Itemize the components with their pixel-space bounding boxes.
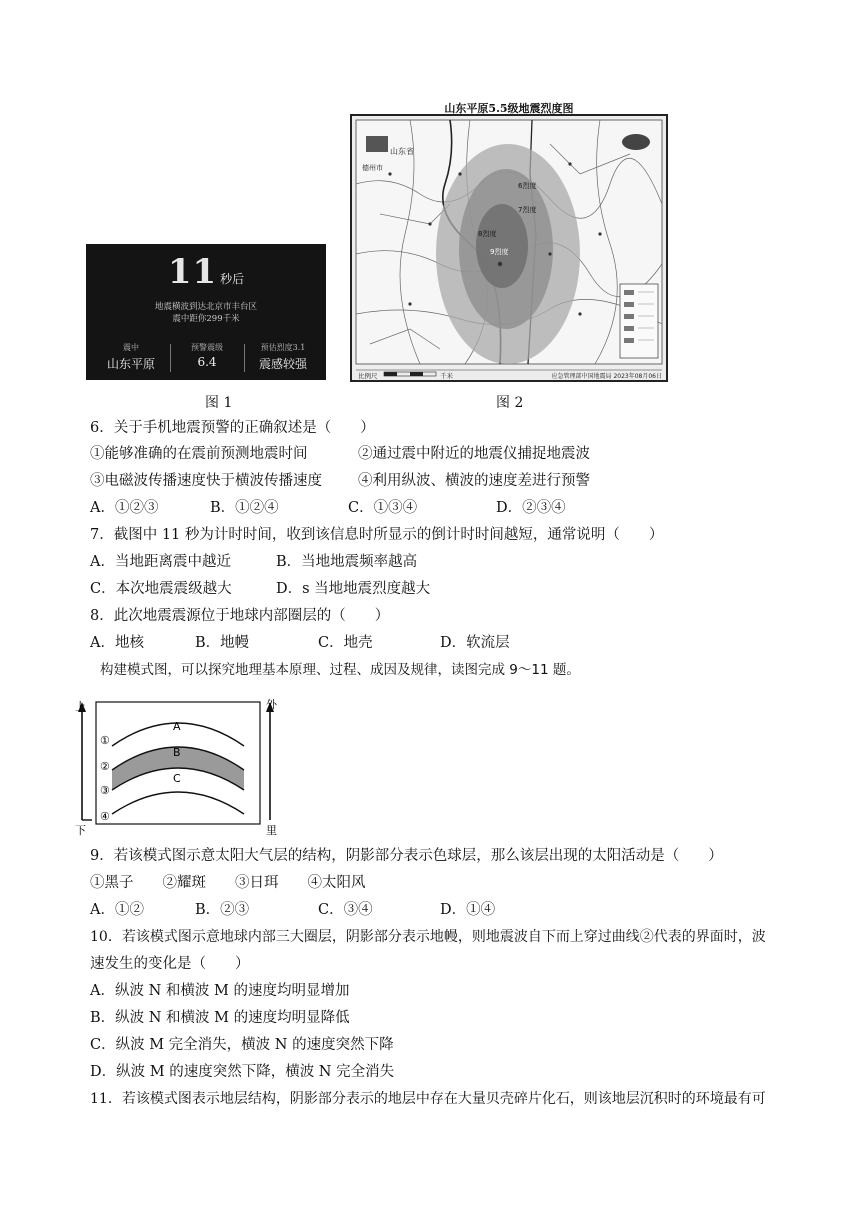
warning-line-1: 地震横波到达北京市丰台区 xyxy=(154,302,257,312)
countdown-number: 11 xyxy=(167,252,218,292)
warning-line-2: 震中距你299千米 xyxy=(172,314,240,324)
intensity-7-label: 7烈度 xyxy=(518,206,537,214)
column-divider xyxy=(244,344,245,372)
q6-option-d: D．②③④ xyxy=(496,500,566,516)
km-label: 千米 xyxy=(440,372,453,380)
countdown-unit: 秒后 xyxy=(220,272,245,286)
q8-option-c: C．地壳 xyxy=(318,635,373,651)
intensity-8-label: 8烈度 xyxy=(478,230,497,238)
curve-1-label: ① xyxy=(100,734,110,747)
outer-label: 外 xyxy=(266,698,277,711)
column-divider xyxy=(170,344,171,372)
magnitude-column xyxy=(172,342,242,369)
map-footer: 应急管理部中国地震局 2023年08月06日 xyxy=(551,373,662,380)
magnitude-key: 预警震级 xyxy=(191,343,223,352)
province-label: 山东省 xyxy=(390,147,414,156)
scale-label: 比例尺 xyxy=(358,372,378,380)
intensity-column xyxy=(248,342,318,372)
q8-option-b: B．地幔 xyxy=(195,635,250,651)
q6-statement-3: ③电磁波传播速度快于横波传播速度 xyxy=(90,473,322,489)
q8-option-d: D．软流层 xyxy=(440,635,510,651)
inner-label: 里 xyxy=(266,824,277,836)
q10-option-a: A．纵波 N 和横波 M 的速度均明显增加 xyxy=(90,983,350,999)
up-label: 上 xyxy=(75,700,86,713)
earthquake-warning-screen xyxy=(86,244,326,380)
layer-a-label: A xyxy=(173,720,181,733)
curve-2-label: ② xyxy=(100,760,110,773)
map-title: 山东平原5.5级地震烈度图 xyxy=(444,102,574,115)
q7-option-a: A．当地距离震中越近 xyxy=(90,554,231,570)
layer-c-label: C xyxy=(173,772,181,785)
intensity-value: 震感较强 xyxy=(258,357,307,371)
q7-option-b: B．当地地震频率越高 xyxy=(276,554,418,570)
q9-option-b: B．②③ xyxy=(195,902,250,918)
q9-stem: 9．若该模式图示意太阳大气层的结构，阴影部分表示色球层，那么该层出现的太阳活动是（ ） xyxy=(90,848,723,864)
q6-option-b: B．①②④ xyxy=(210,500,279,516)
epicenter-value: 山东平原 xyxy=(106,357,155,371)
q6-statement-2: ②通过震中附近的地震仪捕捉地震波 xyxy=(358,446,590,462)
intensity-9-label: 9烈度 xyxy=(490,248,509,256)
curve-4-label: ④ xyxy=(100,810,110,823)
q10-option-c: C．纵波 M 完全消失，横波 N 的速度突然下降 xyxy=(90,1037,394,1053)
intensity-map xyxy=(350,114,668,382)
down-label: 下 xyxy=(75,824,86,836)
q10-option-b: B．纵波 N 和横波 M 的速度均明显降低 xyxy=(90,1010,350,1026)
q10-stem-line1: 10．若该模式图示意地球内部三大圈层，阴影部分表示地幔，则地震波自下而上穿过曲线②代表的界面时，波 xyxy=(90,929,766,945)
q9-statements: ①黑子 ②耀斑 ③日珥 ④太阳风 xyxy=(90,875,366,891)
q6-statement-1: ①能够准确的在震前预测地震时间 xyxy=(90,446,308,462)
q9-option-a: A．①② xyxy=(90,902,144,918)
q7-stem: 7．截图中 11 秒为计时时间，收到该信息时所显示的倒计时时间越短，通常说明（ ） xyxy=(90,527,664,543)
q9-option-d: D．①④ xyxy=(440,902,496,918)
q8-stem: 8．此次地震震源位于地球内部圈层的（ ） xyxy=(90,608,390,624)
magnitude-value: 6.4 xyxy=(197,355,217,369)
q6-option-c: C．①③④ xyxy=(348,500,418,516)
figure1-caption: 图 1 xyxy=(205,395,233,411)
q7-option-c: C．本次地震震级越大 xyxy=(90,581,232,597)
city-label: 德州市 xyxy=(362,164,383,172)
section-intro: 构建模式图，可以探究地理基本原理、过程、成因及规律，读图完成 9～11 题。 xyxy=(100,662,580,678)
q8-option-a: A．地核 xyxy=(90,635,144,651)
curve-3-label: ③ xyxy=(100,784,110,797)
intensity-map-figure xyxy=(350,100,668,382)
epicenter-key: 震中 xyxy=(123,343,139,352)
q6-statement-4: ④利用纵波、横波的速度差进行预警 xyxy=(358,473,590,489)
intensity-6-label: 6烈度 xyxy=(518,182,537,190)
q6-stem: 6．关于手机地震预警的正确叙述是（ ） xyxy=(90,420,375,436)
countdown xyxy=(86,252,326,292)
layer-model-diagram xyxy=(72,696,286,836)
epicenter-column xyxy=(96,342,166,372)
q10-stem-line2: 速发生的变化是（ ） xyxy=(90,956,250,972)
q9-option-c: C．③④ xyxy=(318,902,373,918)
q6-option-a: A．①②③ xyxy=(90,500,159,516)
q10-option-d: D．纵波 M 的速度突然下降，横波 N 完全消失 xyxy=(90,1064,395,1080)
intensity-key: 预估烈度3.1 xyxy=(260,343,306,352)
q7-option-d: D．s 当地地震烈度越大 xyxy=(276,581,431,597)
layer-b-label: B xyxy=(173,746,181,759)
q11-stem: 11．若该模式图表示地层结构，阴影部分表示的地层中存在大量贝壳碎片化石，则该地层沉积时的环境最有可 xyxy=(90,1091,766,1107)
figure2-caption: 图 2 xyxy=(496,395,524,411)
